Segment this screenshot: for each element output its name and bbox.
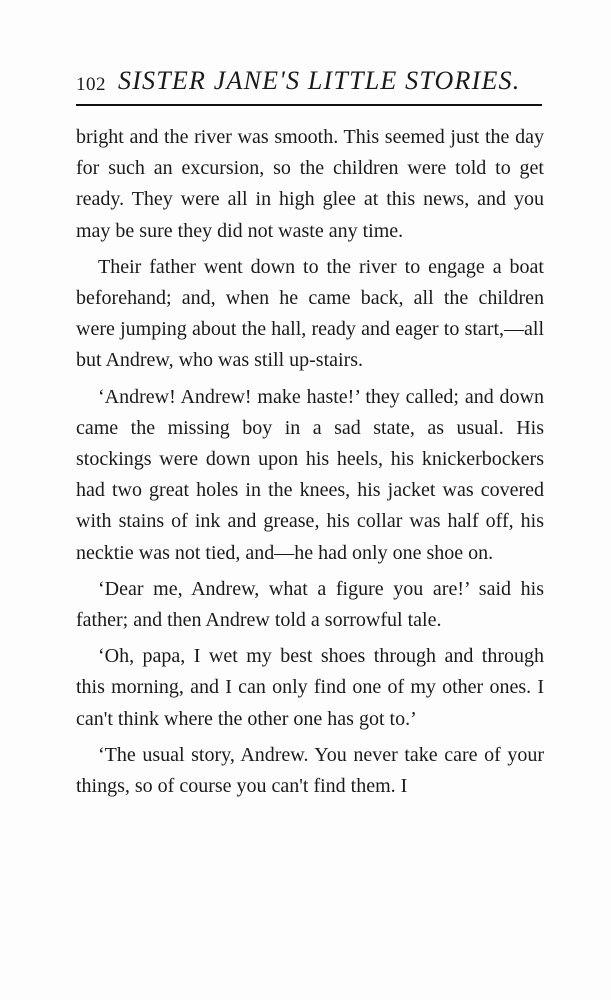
page-number: 102: [76, 74, 106, 95]
paragraph-continuation: bright and the river was smooth. This seemed just the day for such an excursion, so the children were told to get ready. They were all in high glee at this news, and you may be sure they did not waste any time.: [76, 126, 544, 242]
paragraph: ‘Dear me, Andrew, what a figure you are!’ said his father; and then Andrew told a sorrowful tale.: [76, 577, 544, 632]
paragraph: ‘Andrew! Andrew! make haste!’ they called; and down came the missing boy in a sad state, as usual. His stockings were down upon his heels, his knickerbockers had two great holes in the knees, his jacket was covered with stains of ink and grease, his collar was half off, his necktie was not tied, and—he had only one shoe on.: [76, 385, 544, 564]
paragraph: ‘The usual story, Andrew. You never take care of your things, so of course you can't find them. I: [76, 743, 544, 798]
paragraph: ‘Oh, papa, I wet my best shoes through and through this morning, and I can only find one of my other ones. I can't think where the other one has got to.’: [76, 645, 544, 730]
header-rule: [76, 104, 542, 106]
paragraph: Their father went down to the river to engage a boat beforehand; and, when he came back, all the children were jumping about the hall, ready and eager to start,—all but Andrew, who was still up-stairs.: [76, 255, 544, 372]
body-text: [76, 122, 544, 807]
running-title: SISTER JANE'S LITTLE STORIES.: [118, 66, 521, 95]
running-head: [76, 66, 542, 102]
